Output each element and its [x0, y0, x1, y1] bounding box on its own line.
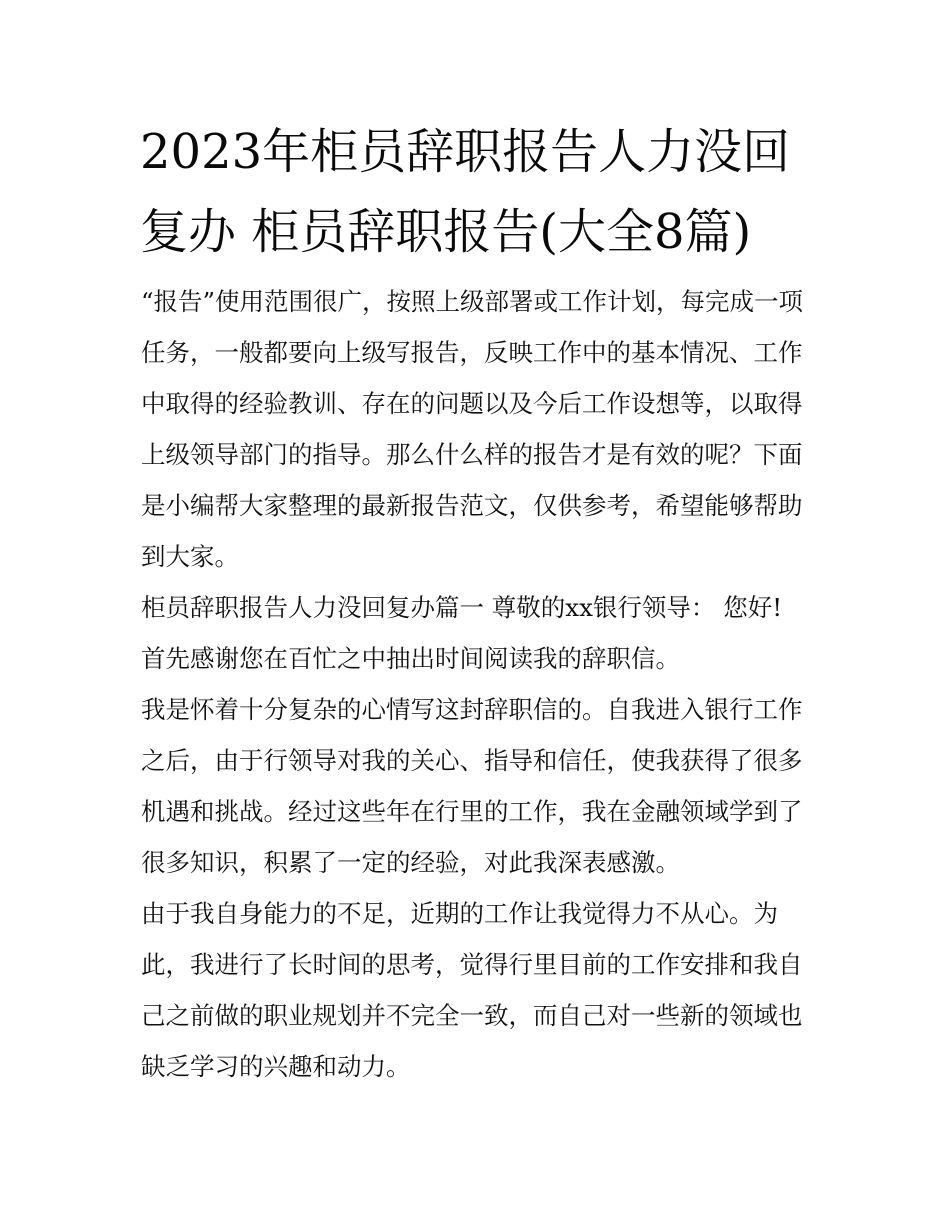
letter-body-paragraph: [141, 684, 821, 888]
document-body: [141, 276, 821, 1092]
text-line: 此，我进行了长时间的思考，觉得行里目前的工作安排和我自: [141, 950, 803, 979]
text-line: 己之前做的职业规划并不完全一致，而自己对一些新的领域也: [141, 1001, 803, 1030]
text-line: 是小编帮大家整理的最新报告范文，仅供参考，希望能够帮助: [141, 491, 803, 520]
text-line: 到大家。: [141, 542, 239, 571]
letter-opening-paragraph: [141, 633, 821, 684]
text-line: 缺乏学习的兴趣和动力。: [141, 1052, 411, 1081]
text-line: 首先感谢您在百忙之中抽出时间阅读我的辞职信。: [141, 644, 680, 673]
text-line: 中取得的经验教训、存在的问题以及今后工作设想等，以取得: [141, 389, 803, 418]
title-line-1: 2023年柜员辞职报告人力没回: [140, 124, 791, 180]
document-title: [140, 112, 820, 272]
letter-reason-paragraph: [141, 888, 821, 1092]
text-line: 之后，由于行领导对我的关心、指导和信任，使我获得了很多: [141, 746, 803, 775]
text-line: 很多知识，积累了一定的经验，对此我深表感激。: [141, 848, 680, 877]
text-line: 我是怀着十分复杂的心情写这封辞职信的。自我进入银行工作: [141, 695, 803, 724]
text-line: 由于我自身能力的不足，近期的工作让我觉得力不从心。为: [141, 899, 778, 928]
text-line: 柜员辞职报告人力没回复办篇一 尊敬的xx银行领导： 您好!: [141, 593, 783, 622]
intro-paragraph: [141, 276, 821, 582]
title-line-2: 复办 柜员辞职报告(大全8篇): [140, 204, 752, 260]
text-line: 任务，一般都要向上级写报告，反映工作中的基本情况、工作: [141, 338, 803, 367]
letter-heading-paragraph: [141, 582, 821, 633]
text-line: 上级领导部门的指导。那么什么样的报告才是有效的呢？下面: [141, 440, 803, 469]
text-line: 机遇和挑战。经过这些年在行里的工作，我在金融领域学到了: [141, 797, 803, 826]
text-line: “报告”使用范围很广，按照上级部署或工作计划，每完成一项: [141, 287, 804, 316]
